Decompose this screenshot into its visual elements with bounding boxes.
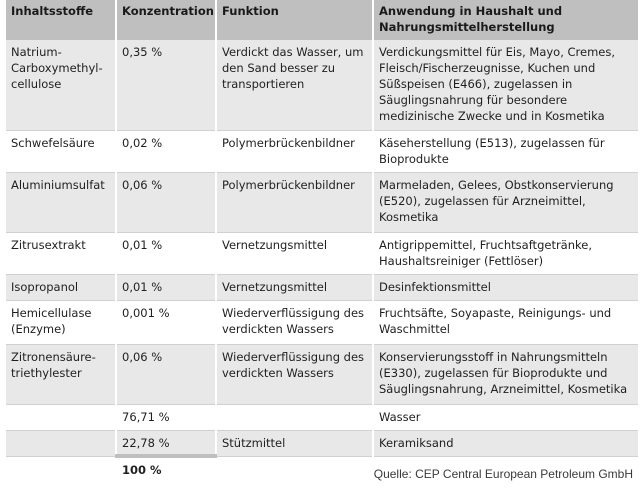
cell-anwendung: Verdickungsmittel für Eis, Mayo, Cremes, Fleisch/Fischerzeugnisse, Kuchen und Süßspeisen (E466), zugelassen in Säuglingsnahrung für besondere medizinische Zwecke und in Kosmetika [373,40,638,130]
cell-inhaltsstoff: Isopropanol [6,274,116,300]
table-row [6,172,638,232]
cell-konzentration: 0,01 % [116,232,216,274]
cell-konzentration: 0,06 % [116,344,216,404]
cell-anwendung: Wasser [373,404,638,430]
cell-funktion: Wiederverflüssigung des verdickten Wassers [216,300,373,344]
cell-konzentration: 0,02 % [116,130,216,172]
cell-funktion: Stützmittel [216,430,373,456]
cell-inhaltsstoff: Zitrusextrakt [6,232,116,274]
cell-anwendung: Desinfektionsmittel [373,274,638,300]
table-row [6,130,638,172]
source-caption: Quelle: CEP Central European Petroleum GmbH [373,467,633,481]
cell-konzentration: 0,001 % [116,300,216,344]
header-anwendung: Anwendung in Haushalt und Nahrungsmittelherstellung [373,0,638,40]
cell-funktion: Vernetzungsmittel [216,232,373,274]
table-header-row [6,0,638,40]
cell-inhaltsstoff: Natrium-Carboxymethyl-cellulose [6,40,116,130]
total-value: 100 % [116,456,216,481]
cell-inhaltsstoff: Zitronensäure-triethylester [6,344,116,404]
header-konzentration: Konzentration [116,0,216,40]
cell-inhaltsstoff: Schwefelsäure [6,130,116,172]
cell-anwendung: Keramiksand [373,430,638,456]
cell-anwendung: Antigrippemittel, Fruchtsaftgetränke, Haushaltsreiniger (Fettlöser) [373,232,638,274]
cell-inhaltsstoff: Aluminiumsulfat [6,172,116,232]
table-row [6,430,638,456]
cell-konzentration: 0,06 % [116,172,216,232]
table-row [6,232,638,274]
table-row [6,344,638,404]
table-row [6,40,638,130]
cell-konzentration: 0,01 % [116,274,216,300]
cell-anwendung: Käseherstellung (E513), zugelassen für Bioprodukte [373,130,638,172]
table-row [6,404,638,430]
ingredients-table [6,0,638,481]
cell-inhaltsstoff: Hemicellulase (Enzyme) [6,300,116,344]
cell-anwendung: Marmeladen, Gelees, Obstkonservierung (E520), zugelassen für Arzneimittel, Kosmetika [373,172,638,232]
table-row [6,300,638,344]
cell-anwendung: Konservierungsstoff in Nahrungsmitteln (E330), zugelassen für Bioprodukte und Säuglingsnahrung, Arzneimittel, Kosmetika [373,344,638,404]
cell-konzentration: 76,71 % [116,404,216,430]
cell-funktion: Polymerbrückenbildner [216,130,373,172]
cell-inhaltsstoff [6,404,116,430]
cell-funktion: Vernetzungsmittel [216,274,373,300]
cell-inhaltsstoff [6,430,116,456]
cell-funktion: Polymerbrückenbildner [216,172,373,232]
cell-funktion: Verdickt das Wasser, um den Sand besser zu transportieren [216,40,373,130]
cell-konzentration: 0,35 % [116,40,216,130]
cell-funktion: Wiederverflüssigung des verdickten Wassers [216,344,373,404]
header-inhaltsstoffe: Inhaltsstoffe [6,0,116,40]
cell-anwendung: Fruchtsäfte, Soyapaste, Reinigungs- und Waschmittel [373,300,638,344]
cell-konzentration: 22,78 % [116,430,216,456]
table-row [6,274,638,300]
header-funktion: Funktion [216,0,373,40]
cell-funktion [216,404,373,430]
